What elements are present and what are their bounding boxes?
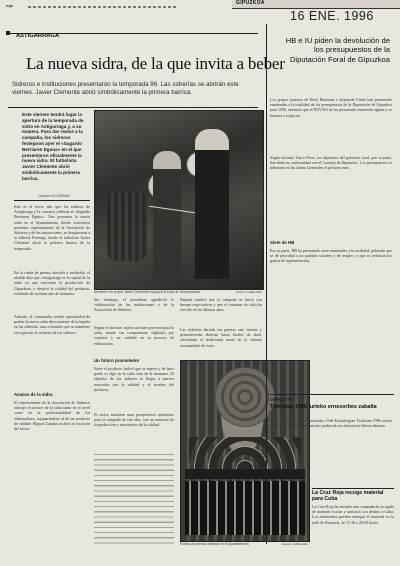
masthead-title: GIPUZKOA xyxy=(236,0,265,6)
donostia-headline: Txikistan 1996, urteko ernesorbes zabalta xyxy=(270,404,377,410)
photo-clemente-barrel xyxy=(94,110,264,290)
header-dots xyxy=(28,6,178,8)
col2-paragraph-2: Según el informe, sujeto un buen porvenir para la sidra, siendo sus componentes vigilados por expertos y un cuidado en su proceso de elaboración. xyxy=(94,325,174,346)
cruzroja-text: La Cruz Roja ha iniciado una campaña de recogida de material escolar y sanitario con destino a Cuba. Los interesados pueden entregar el material en la sede de Donostia, de 17.30 a 20.00 horas. xyxy=(312,504,394,525)
sidebar-paragraph-2: Según informó Vasco Press, los diputados del gobierno foral, por su parte, han dado su conformidad con el Consejo de Diputados. Los presupuestos se debatirán en las Juntas Generales el próximo mes. xyxy=(270,155,392,171)
donostia-rule xyxy=(270,394,394,395)
section-tag xyxy=(6,24,258,39)
section-marker xyxy=(6,31,10,35)
headline: La nueva sidra, de la que invita a beber xyxy=(26,54,285,73)
page-header xyxy=(0,0,400,22)
sidebar-paragraph-3: Por su parte, HB ha presentado siete enmiendas a la totalidad, pidiendo que se dé prioridad a las partidas sociales y de empleo, y que se reduzcan los gastos de representación. xyxy=(270,248,392,264)
sidebar-headline: HB e IU piden la devolución de los presupuestos de la Diputación Foral de Gipuzkoa xyxy=(285,36,390,64)
cruzroja-rule xyxy=(312,488,394,489)
col1-paragraph-3: Además, el consumidor tendrá oportunidad de probar la nueva sidra directamente de la kupela en las sidrerías, una costumbre que se mantiene viva gracias al esfuerzo de los sidreros. xyxy=(14,314,90,335)
header-left-text: eqa xyxy=(6,3,13,8)
photo-bottles xyxy=(185,481,305,535)
sidebar-paragraph-1: Los grupos junteros de Herri Batasuna e Izquierda Unida han presentado enmiendas a la totalidad de los presupuestos de la Diputación de Gipuzkoa para 1996, mientras que el PNV-EA no ha presentado enmienda alguna y se limitará a negociar. xyxy=(270,97,392,118)
lead-paragraph: Este viernes tendrá lugar la apertura de la temporada de sidra en Astigarraga y, a su manera. Para dar realce a la campaña, los sidreros festejaron ayer el «Sagardo Berriaren Eguna» en el que presentaron oficialmente la nueva sidra. El futbolista Javier Clemente abrió simbólicamente la primera barrica. xyxy=(22,112,84,181)
header-date: 16 ENE. 1996 xyxy=(290,9,374,23)
cruzroja-headline: La Cruz Roja recoge material para Cuba xyxy=(312,490,384,503)
col1-paragraph-2: En la rueda de prensa ofrecida a mediodía, el alcalde dijo que «Astigarraga es la capital de la sidra ya que concentra la producción de Gipuzkoa» y destacó la calidad del producto, resultado de un buen año de manzana. xyxy=(14,270,90,296)
col2-paragraph-1: Sin embargo, el presidente agradeció la colaboración de las instituciones y de la Asociación de Sidreros. xyxy=(94,297,174,313)
photo2-caption: Rueda de prensa ofrecida en el Ayuntamiento. xyxy=(180,542,250,546)
sidebar-rule xyxy=(266,24,267,544)
col2-subhead: Un futuro prometedor xyxy=(94,358,140,363)
donostia-section: DONOSTIA xyxy=(270,397,293,402)
photo-barrel-shape xyxy=(107,191,147,261)
photo1-credit: Andoni CANELADA xyxy=(235,290,262,294)
subhead-rule xyxy=(8,107,258,108)
col2-paragraph-3: Entre el producto indicó que se espera y de hace grado es algo en la sidra sino de la manzana. El objetivo de los sidreros es llegar a nuevos mercados con la calidad y el nombre del producto. xyxy=(94,366,174,392)
donostia-text: Gaur aurkeztuko dute Donostiako Udal Euskaltegian Txikistan 1996 urteko ernesorbes zabalta, umeentzako jarduerak eta ikastaroak biltzen dituena. xyxy=(270,418,392,429)
col1-subhead: Avance de la sidra xyxy=(14,392,53,397)
col2-paragraph-4: El sector mantiene unas perspectivas optimistas para la campaña de este año, con un aumento de la producción y una mejora de la calidad. xyxy=(94,412,174,428)
subhead: Sidreros e instituciones presentaron la temporada 96. Las sidrerías se abrirán este viernes. Javier Clemente abrió simbólicamente la primera barrica. xyxy=(12,81,239,96)
photo2-credit: Andoni CANELADA xyxy=(281,542,308,546)
sidebar-subhead: Siete de HB xyxy=(270,240,295,245)
photo1-caption: Momento en el que Javier Clemente inauguró el txotx de la temporada. xyxy=(94,290,201,294)
col2-text-lines xyxy=(94,454,174,544)
byline: Carmen ELIZARAN xyxy=(38,194,70,198)
byline-rule xyxy=(14,200,90,201)
col1-paragraph-1: Este es el tercer año que los sidreros de Astigarraga y la comarca celebran el «Sagardo Berriaren Eguna». Tras presentar la nueva sidra en el Ayuntamiento, donde estuvieron presentes representantes de la Asociación de Sidreros y de las instituciones, se desplazaron a la sidrería Petritegi, donde el futbolista Javier Clemente abrió la primera barrica de la temporada. xyxy=(14,204,90,251)
col3-paragraph-1: Zapiain explicó que la campaña se inicia con buenas expectativas y que el consumo de sidra ha crecido en los últimos años. xyxy=(180,297,262,313)
section-tag-label: ASTIGARRAGA xyxy=(16,33,60,39)
photo-figure-left xyxy=(153,151,181,281)
photo-figure-man xyxy=(195,129,229,279)
col3-paragraph-2: Las sidrerías abrirán sus puertas este viernes y permanecerán abiertas hasta finales de abril, ofreciendo el tradicional menú de la sidrería acompañado de txotx. xyxy=(180,327,262,348)
col1-paragraph-4: El representante de la Asociación de Sidreros subrayó el avance de la sidra tanto en el nivel como en la profesionalidad de los elaboradores, equiparándose al de un producto de calidad. Miguel Zapiain recalcó la vocación del sector. xyxy=(14,400,90,432)
